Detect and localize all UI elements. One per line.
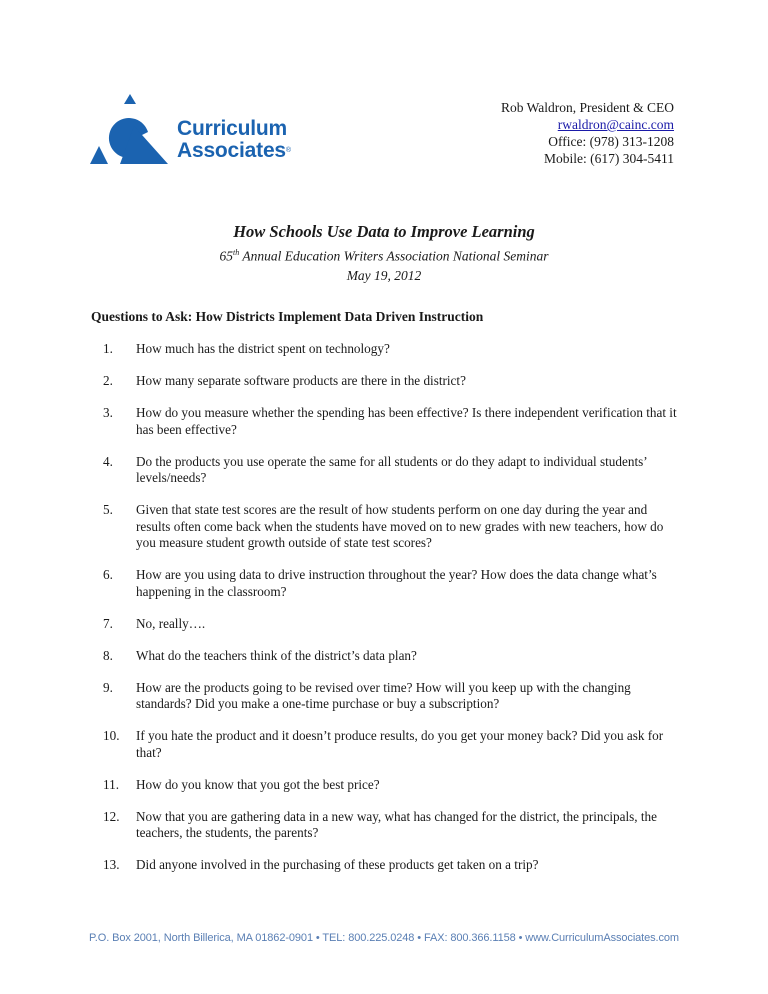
section-heading: Questions to Ask: How Districts Implement Data Driven Instruction (91, 309, 484, 324)
question-item (91, 454, 681, 487)
question-text: Did anyone involved in the purchasing of these products get taken on a trip? (136, 857, 539, 872)
question-number: 7. (103, 615, 113, 631)
question-item (91, 680, 681, 713)
question-text: How do you measure whether the spending has been effective? Is there independent verification that it has been effective? (136, 405, 677, 437)
question-number: 3. (103, 405, 113, 420)
question-number: 12. (103, 808, 120, 824)
question-text: Now that you are gathering data in a new way, what has changed for the district, the principals, the teachers, the students, the parents? (136, 808, 657, 840)
logo-mark-icon (90, 92, 180, 172)
question-text: How do you know that you got the best price? (136, 776, 380, 792)
company-logo (90, 92, 320, 172)
question-number: 1. (103, 341, 113, 356)
logo-line-curriculum: Curriculum (177, 117, 288, 140)
question-text: No, really…. (136, 615, 206, 631)
question-number: 6. (103, 567, 113, 582)
question-item (91, 502, 681, 552)
document-date: May 19, 2012 (346, 267, 422, 283)
question-item (91, 648, 681, 665)
question-item (91, 341, 681, 358)
contact-mobile: Mobile: (617) 304-5411 (544, 151, 674, 166)
registered-mark: ® (285, 147, 291, 154)
document-heading (0, 221, 768, 285)
question-number: 4. (103, 453, 113, 469)
question-item (91, 373, 681, 390)
contact-office: Office: (978) 313-1208 (548, 134, 674, 149)
question-number: 10. (103, 728, 120, 743)
footer-address: P.O. Box 2001, North Billerica, MA 01862-0901 • TEL: 800.225.0248 • FAX: 800.366.1158 • www.CurriculumAssociates.com (88, 932, 679, 944)
question-number: 5. (103, 502, 113, 517)
question-text: If you hate the product and it doesn’t produce results, do you get your money back? Did you ask for that? (136, 728, 664, 760)
question-item (91, 777, 681, 794)
question-number: 9. (103, 679, 113, 695)
question-text: How are you using data to drive instruction throughout the year? How does the data change what’s happening in the classroom? (136, 567, 657, 599)
contact-block (501, 99, 674, 167)
question-item (91, 728, 681, 761)
contact-name: Rob Waldron, President & CEO (500, 100, 674, 115)
logo-line-associates: Associates® (177, 139, 291, 162)
question-list (91, 341, 681, 889)
question-text: What do the teachers think of the district’s data plan? (136, 647, 417, 663)
question-number: 13. (103, 857, 120, 872)
question-number: 11. (103, 776, 119, 792)
question-text: How many separate software products are there in the district? (136, 373, 466, 388)
question-text: How much has the district spent on technology? (136, 341, 390, 356)
question-item (91, 567, 681, 600)
contact-email-link[interactable]: rwaldron@cainc.com (557, 117, 674, 132)
question-item (91, 616, 681, 633)
question-text: How are the products going to be revised over time? How will you keep up with the changing standards? Did you make a one-time purchase or buy a subscription? (136, 679, 631, 711)
document-subtitle: 65th Annual Education Writers Association National Seminar (219, 248, 549, 264)
document-title: How Schools Use Data to Improve Learning (233, 222, 535, 241)
question-text: Given that state test scores are the result of how students perform on one day during the year and results often come back when the students have moved on to new grades with new teachers, how do you measure student growth outside of state test scores? (136, 502, 664, 550)
question-item (91, 809, 681, 842)
question-number: 2. (103, 373, 113, 388)
question-number: 8. (103, 647, 113, 663)
question-text: Do the products you use operate the same for all students or do they adapt to individual students’ levels/needs? (136, 453, 647, 485)
question-item (91, 405, 681, 438)
question-item (91, 857, 681, 874)
